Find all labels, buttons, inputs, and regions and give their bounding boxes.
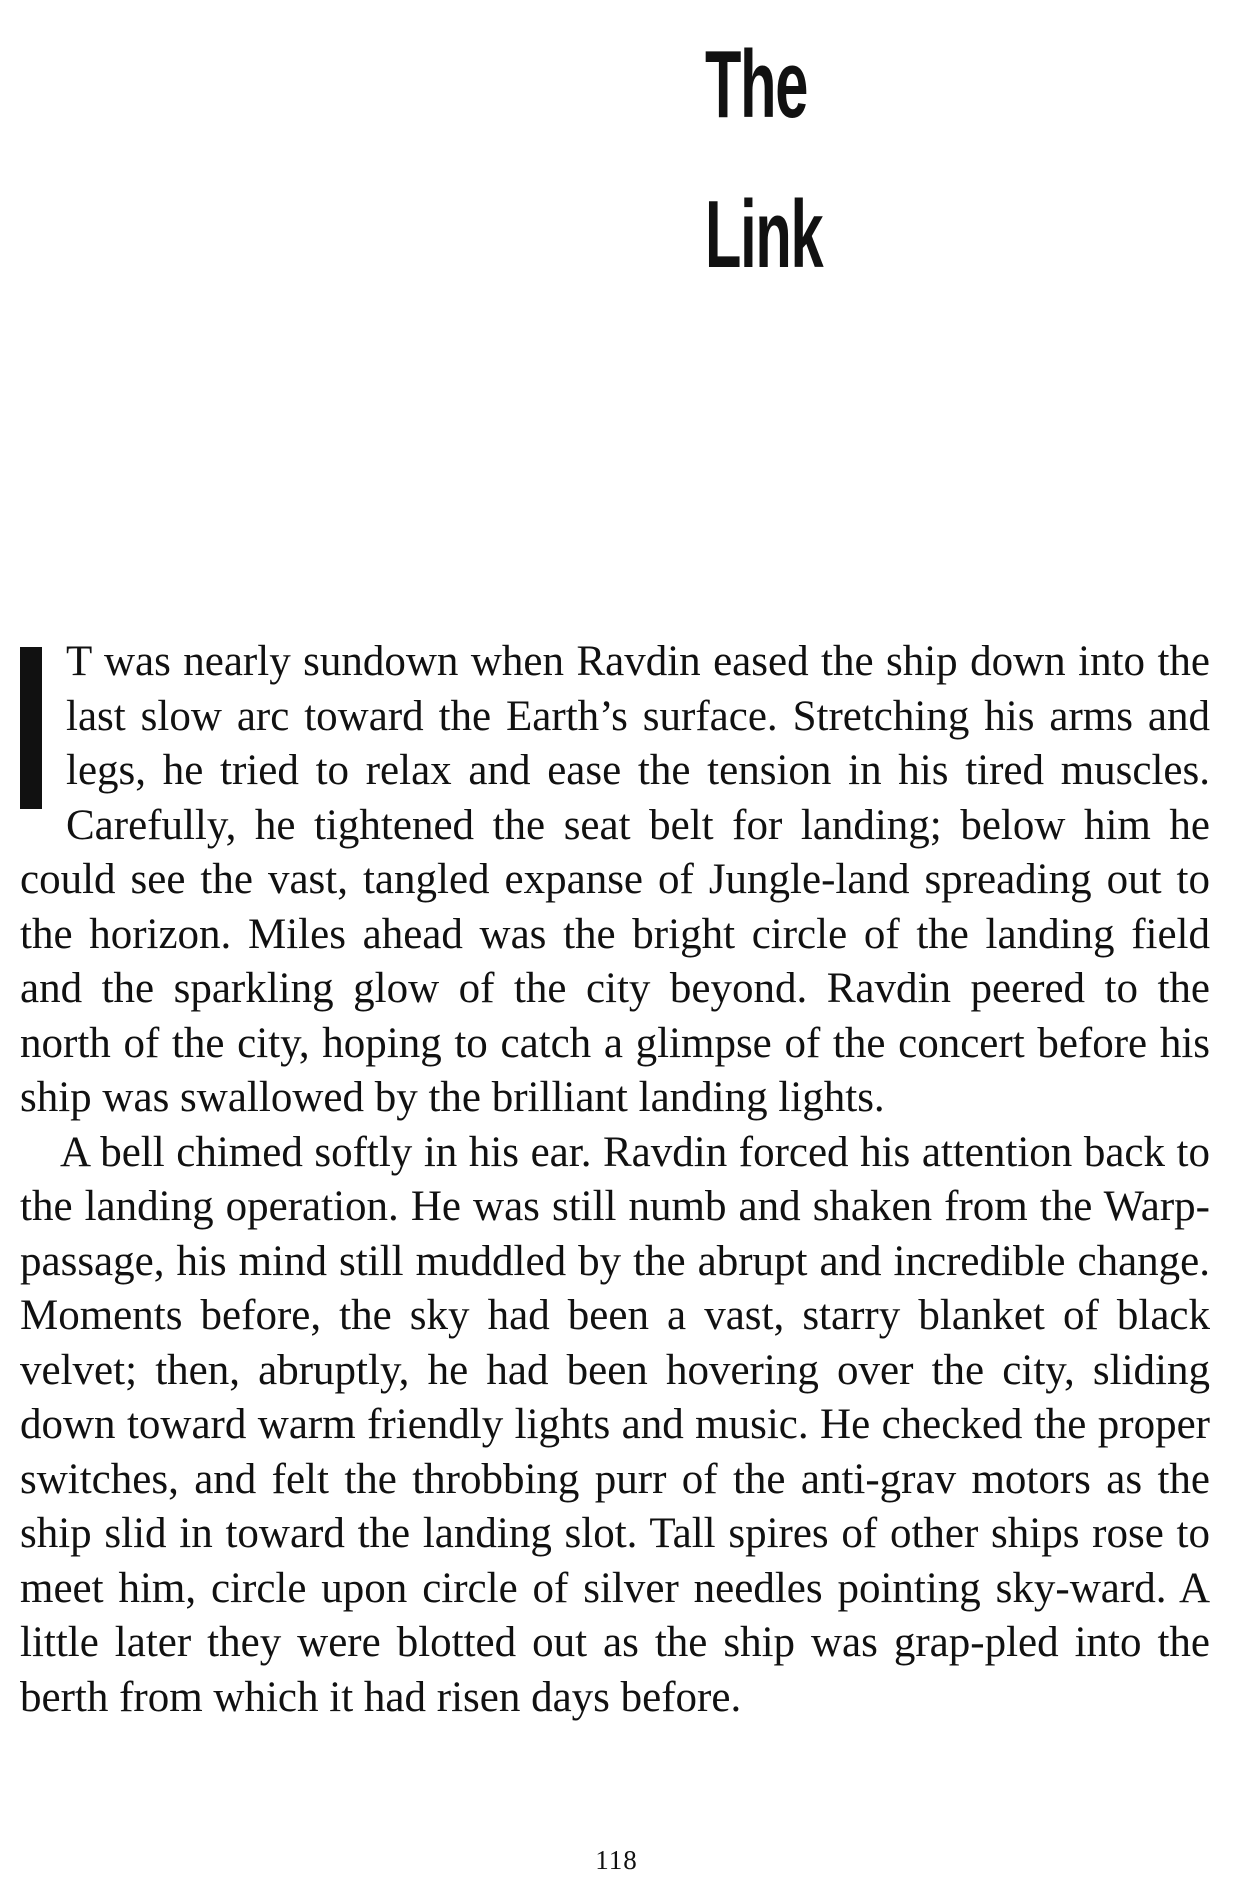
page-number: 118 (595, 1845, 638, 1875)
paragraph-1-text: was nearly sundown when Ravdin eased the ship down into the last slow arc toward the Earth’s surface. Stretching his arms and legs, he tried to relax and ease the tension in his tired muscles. Carefully, he tightened the seat belt for landing; below him he could see the vast, tangled expanse of Jungle-land spreading out to the horizon. Miles ahead was the bright circle of the landing field and the sparkling glow of the city beyond. Ravdin peered to the north of the city, hoping to catch a glimpse of the concert before his ship was swallowed by the brilliant landing lights. (20, 638, 1210, 1121)
paragraph-1 (20, 635, 1210, 1126)
paragraph-1-lead: T (66, 638, 92, 685)
title-line-link: Link (705, 181, 823, 288)
paragraph-2: A bell chimed softly in his ear. Ravdin forced his attention back to the landing operation. He was still numb and shaken from the Warp-passage, his mind still muddled by the abrupt and incredible change. Moments before, the sky had been a vast, starry blanket of black velvet; then, abruptly, he had been hovering over the city, sliding down toward warm friendly lights and music. He checked the proper switches, and felt the throbbing purr of the anti-grav motors as the ship slid in toward the landing slot. Tall spires of other ships rose to meet him, circle upon circle of silver needles pointing sky-ward. A little later they were blotted out as the ship was grap-pled into the berth from which it had risen days before. (20, 1128, 1210, 1721)
drop-cap-letter (20, 647, 42, 809)
story-title (705, 10, 866, 310)
story-body (20, 635, 1210, 1725)
title-line-the: The (705, 31, 808, 138)
